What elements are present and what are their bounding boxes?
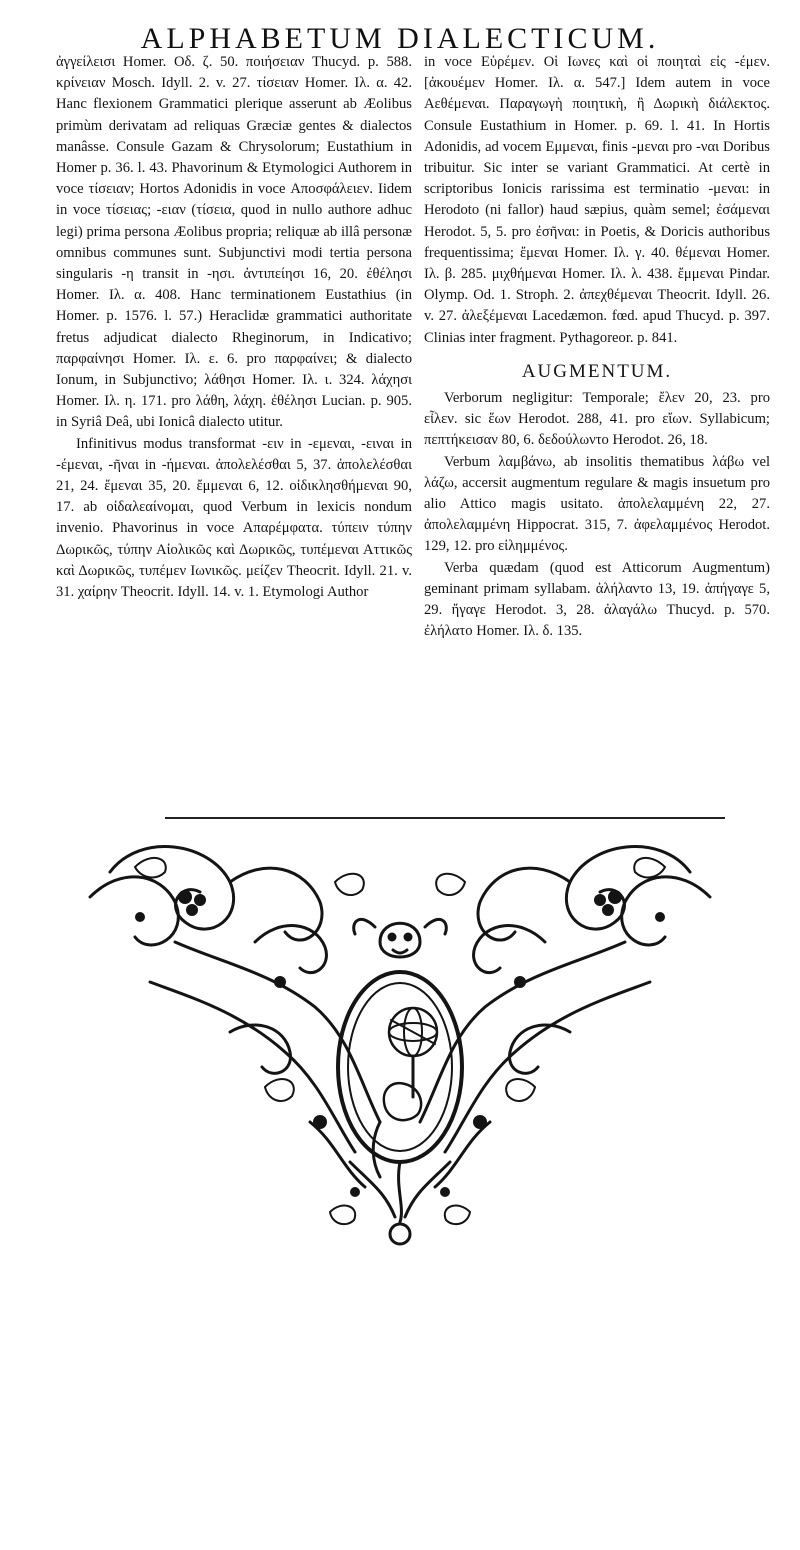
baroque-tailpiece-ornament-icon [80, 822, 720, 1252]
section-paragraph: Verbum λαμβάνω, ab insolitis thematibus λάβω vel λάζω, accersit augmentum regulare & magis insuetum pro alio Attico magis usitato. ἀπολελαμμένη 22, 27. ἀπολελαμμένη Hippocrat. 315, 7. ἀφελαμμένος Herodot. 129, 12. pro εἰλημμένος. [424, 453, 770, 555]
left-paragraph: Infinitivus modus transformat -ειν in -εμεναι, -ειναι in -έμεναι, -ῆναι in -ήμεναι. ἀπολελέσθαι 5, 37. ἀπολελέσθαι 21, 24. ἔμεναι 35, 20. ἔμμεναι 6, 12. οἰδικλησθήμεναι 90, 17. ab οἰδαλεαίνομαι, quod Verbum in lexicis nondum invenio. Phavorinus in voce Απαρέμφατα. τύπειν τύπην Δωρικῶς, τύπην Αἰολικῶς καὶ Δωρικῶς, τυπέμεναι Αττικῶς καὶ Δωρικῶς, τυπέμεν Ιωνικῶς. μείζεν Theocrit. Idyll. 21. v. 31. χαίρην Theocrit. Idyll. 14. v. 1. Etymologi Author [56, 435, 412, 601]
tailpiece-ornament [80, 822, 720, 1257]
right-paragraph: in voce Εὑρέμεν. Οἱ Ιωνες καὶ οἱ ποιηταὶ εἰς -έμεν. [ἀκουέμεν Homer. Ιλ. α. 547.] Idem autem in voce Αεθέμεναι. Παραγωγὴ ποιητικὴ, ἢ Δωρικὴ διάλεκτος. Consule Eustathium in Homer. p. 69. l. 41. In Hortis Adonidis, ad vocem Εμμεναι, finis -μεναι pro -ναι Doribus tribuitur. Sic inter se variant Grammatici. At certè in scriptoribus Ionicis rarissima est terminatio -μεναι: in Herodoto (ni fallor) haud sæpius, quàm semel; ἐσάμεναι Herodot. 5, 5. pro ἐσῆναι: in Poetis, & Doricis authoribus frequentissima; ἔμεναι Homer. Ιλ. γ. 40. θέμεναι Homer. Ιλ. β. 285. μιχθήμεναι Homer. Ιλ. λ. 438. ἔμμεναι Pindar. Olymp. Od. 1. Stroph. 2. ἀπεχθέμεναι Theocrit. Idyll. 26. v. 27. ἀλεξέμεναι Lacedæmon. fœd. apud Thucyd. p. 397. Clinias inter fragment. Pythagoreor. p. 841. [424, 54, 770, 346]
left-paragraph: ἀγγείλεισι Homer. Οδ. ζ. 50. ποιήσειαν Thucyd. p. 588. κρίνειαν Mosch. Idyll. 2. v. 27. τίσειαν Homer. Ιλ. α. 42. Hanc flexionem Grammatici plerique asserunt ab Æolibus primùm derivatam ad reliquas Græciæ gentes & dialectos manâsse. Consule Gazam & Chrysolorum; Eustathium in Homer p. 36. l. 43. Phavorinum & Etymologici Authorem in voce τίσειαν; Hortos Adonidis in voce Αποσφάλειεν. Iidem in voce τίσειας; -ειαν (τίσεια, quod in nullo authore adhuc legi) prima persona Æolibus propria; reliquæ ab illâ personæ omnibus communes sunt. Subjunctivi modi tertia persona singularis -η transit in -ησι. ἀντιπείησι 16, 20. ἐθέλησι Homer. Ιλ. α. 408. Hanc terminationem Eustathius (in Homer. p. 1576. l. 57.) Heraclidæ grammatici authoritate fretus adjudicat dialecto Rheginorum, in Indicativo; παρφαίνησι Homer. Ιλ. ε. 6. pro παρφαίνει; & dialecto Ionum, in Subjunctivo; λάθησι Homer. Ιλ. ι. 324. λάχησι Homer. Ιλ. η. 171. pro λάθη, λάχη. ἐθέλησι Lucian. p. 905. in Syriâ Deâ, ubi Ionicâ dialecto utitur. [56, 54, 412, 431]
running-title: ALPHABETUM DIALECTICUM. [140, 22, 660, 55]
section-heading: AUGMENTUM. [521, 360, 673, 382]
ornament-top-rule [165, 817, 725, 819]
section-paragraph: Verba quædam (quod est Atticorum Augmentum) geminant primam syllabam. ἀλήλαντο 13, 19. ἀπήγαγε 5, 29. ἤγαγε Herodot. 3, 28. ἀλαγάλω Thucyd. p. 570. ἐλήλατο Homer. Ιλ. δ. 135. [424, 559, 770, 640]
right-column [424, 52, 770, 642]
section-paragraph: Verborum negligitur: Temporale; ἔλεν 20, 23. pro εἶλεν. sic ἕων Herodot. 288, 41. pro εἴων. Syllabicum; πεπτήκεισαν 80, 6. δεδούλωντο Herodot. 26, 18. [424, 390, 770, 449]
left-column [56, 52, 412, 603]
